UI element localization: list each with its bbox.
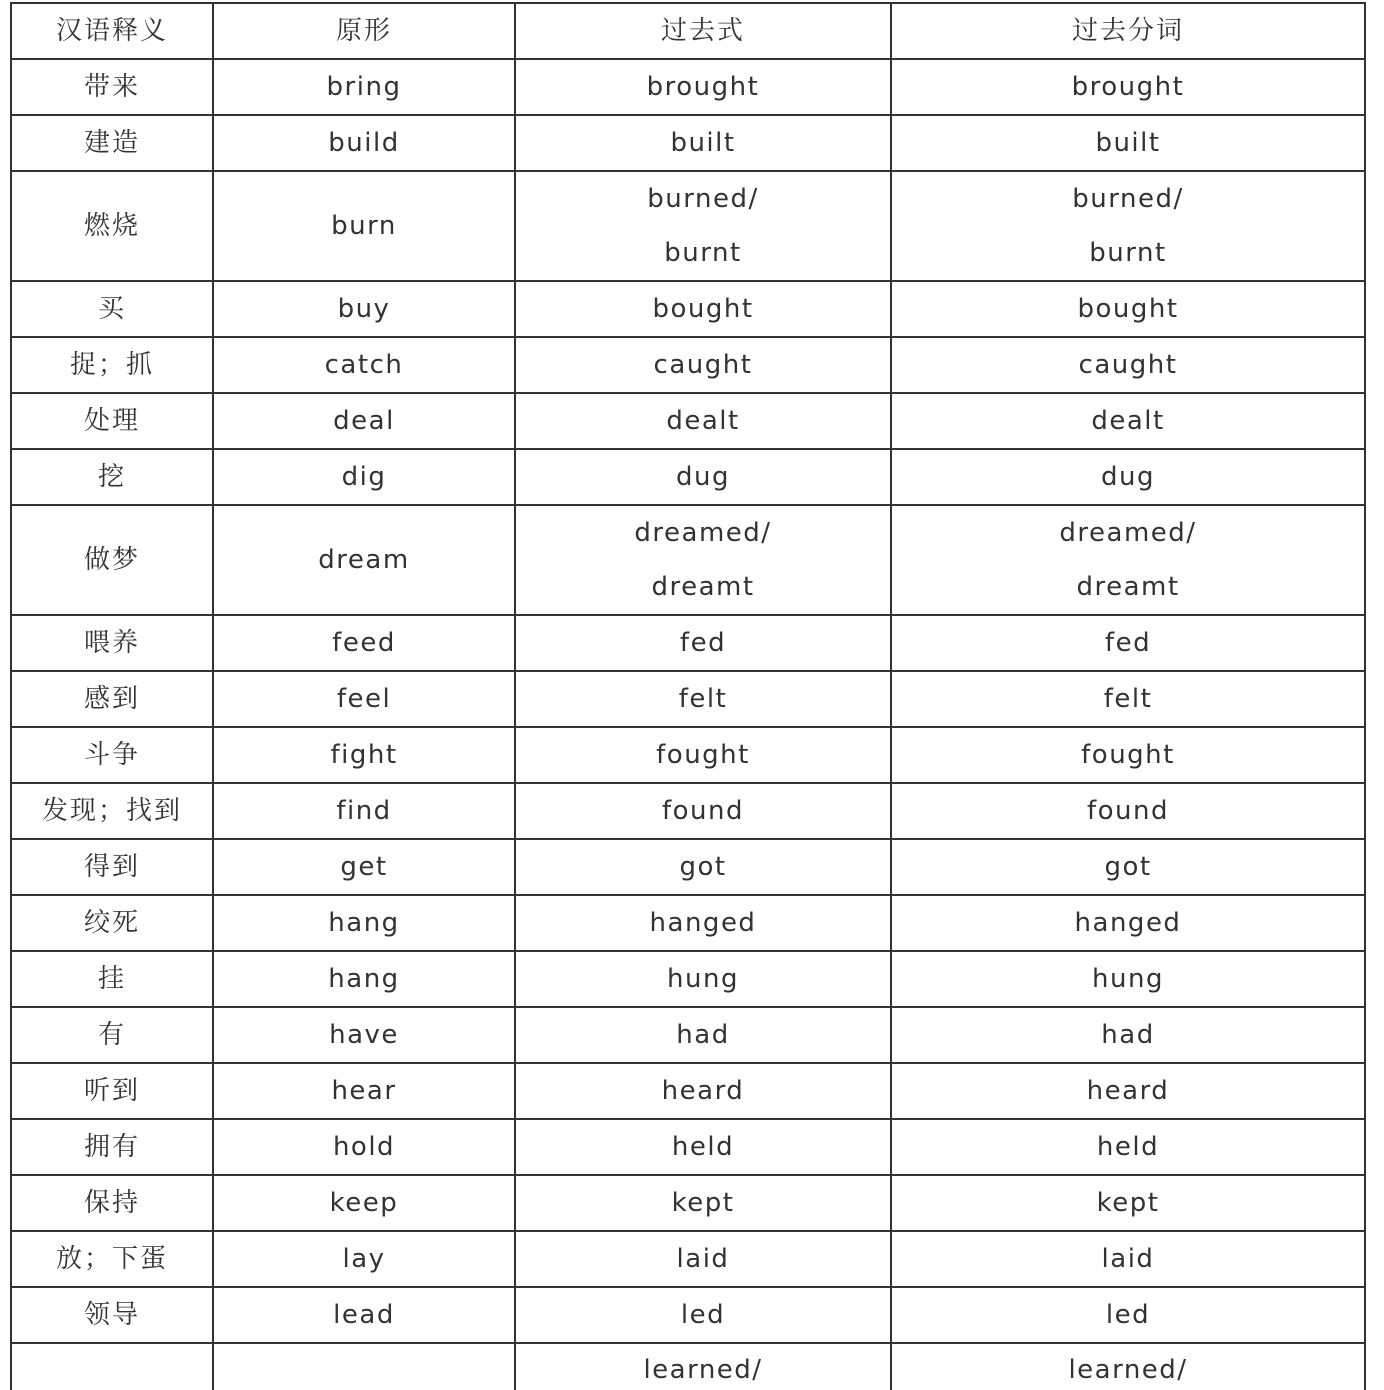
table-row xyxy=(11,951,1365,1007)
meaning-cell: 捉；抓 xyxy=(11,337,213,393)
form-line: bought xyxy=(1077,294,1179,324)
base-form-cell: build xyxy=(213,115,515,171)
past-participle-cell xyxy=(891,783,1365,839)
past-tense-cell xyxy=(515,1231,891,1287)
past-participle-cell xyxy=(891,727,1365,783)
form-line: fought xyxy=(656,740,750,770)
table-row-partial xyxy=(11,1343,1365,1390)
table-row xyxy=(11,59,1365,115)
past-participle-cell xyxy=(891,1231,1365,1287)
table-row xyxy=(11,1007,1365,1063)
past-participle-cell xyxy=(891,895,1365,951)
past-tense-cell xyxy=(515,1063,891,1119)
past-tense-cell xyxy=(515,839,891,895)
past-tense-cell xyxy=(515,671,891,727)
past-participle-cell xyxy=(891,393,1365,449)
form-line: dealt xyxy=(1091,406,1165,436)
base-form-cell: dream xyxy=(213,505,515,615)
form-line: fed xyxy=(1104,628,1152,658)
base-form-cell: keep xyxy=(213,1175,515,1231)
meaning-cell: 喂养 xyxy=(11,615,213,671)
past-participle-cell xyxy=(891,951,1365,1007)
form-line: got xyxy=(1104,852,1152,882)
meaning-cell: 买 xyxy=(11,281,213,337)
meaning-cell: 听到 xyxy=(11,1063,213,1119)
base-form-cell: bring xyxy=(213,59,515,115)
form-line: fought xyxy=(1081,740,1175,770)
form-line: caught xyxy=(653,350,753,380)
past-tense-cell xyxy=(515,505,891,615)
form-line: found xyxy=(661,796,745,826)
meaning-cell: 做梦 xyxy=(11,505,213,615)
past-tense-cell xyxy=(515,171,891,281)
table-row xyxy=(11,727,1365,783)
meaning-cell: 发现；找到 xyxy=(11,783,213,839)
table-row xyxy=(11,1119,1365,1175)
base-form-cell: hang xyxy=(213,895,515,951)
base-form-cell: lay xyxy=(213,1231,515,1287)
base-form-cell: buy xyxy=(213,281,515,337)
past-participle-cell xyxy=(891,615,1365,671)
table-row xyxy=(11,171,1365,281)
header-past-participle: 过去分词 xyxy=(891,3,1365,59)
form-line: built xyxy=(670,128,736,158)
base-form-cell: lead xyxy=(213,1287,515,1343)
header-base-form: 原形 xyxy=(213,3,515,59)
form-line: hung xyxy=(667,964,739,994)
past-participle-cell xyxy=(891,839,1365,895)
meaning-cell: 领导 xyxy=(11,1287,213,1343)
form-line: brought xyxy=(1071,72,1185,102)
past-tense-cell xyxy=(515,449,891,505)
form-line: heard xyxy=(1086,1076,1170,1106)
form-line: dreamt xyxy=(651,572,755,602)
meaning-cell: 放；下蛋 xyxy=(11,1231,213,1287)
table-row xyxy=(11,1175,1365,1231)
verb-table-body xyxy=(11,3,1365,1390)
past-participle-cell xyxy=(891,115,1365,171)
past-tense-cell xyxy=(515,59,891,115)
form-line: dreamed/ xyxy=(1059,518,1197,548)
meaning-cell: 带来 xyxy=(11,59,213,115)
form-line: brought xyxy=(646,72,760,102)
past-tense-cell xyxy=(515,895,891,951)
meaning-cell: 斗争 xyxy=(11,727,213,783)
form-line: hanged xyxy=(1074,908,1182,938)
past-participle-cell xyxy=(891,449,1365,505)
base-form-cell: dig xyxy=(213,449,515,505)
form-line: dreamed/ xyxy=(634,518,772,548)
form-line: led xyxy=(680,1300,726,1330)
table-row xyxy=(11,615,1365,671)
base-form-cell: fight xyxy=(213,727,515,783)
form-line: burnt xyxy=(1089,238,1167,268)
header-meaning: 汉语释义 xyxy=(11,3,213,59)
form-line: felt xyxy=(678,684,728,714)
form-line: kept xyxy=(1096,1188,1160,1218)
table-row xyxy=(11,1063,1365,1119)
past-tense-cell xyxy=(515,1175,891,1231)
past-tense-cell xyxy=(515,1119,891,1175)
past-tense-cell xyxy=(515,951,891,1007)
past-tense-cell xyxy=(515,783,891,839)
form-line: learned/ xyxy=(1068,1355,1188,1385)
verb-table xyxy=(10,2,1366,1390)
form-line: burned/ xyxy=(647,184,759,214)
form-line: hung xyxy=(1092,964,1164,994)
base-form-cell: have xyxy=(213,1007,515,1063)
past-participle-cell xyxy=(891,337,1365,393)
form-line: learned/ xyxy=(643,1355,763,1385)
past-participle-cell xyxy=(891,1343,1365,1390)
past-participle-cell xyxy=(891,281,1365,337)
meaning-cell: 挖 xyxy=(11,449,213,505)
past-tense-cell xyxy=(515,1287,891,1343)
meaning-cell: 燃烧 xyxy=(11,171,213,281)
header-past-tense: 过去式 xyxy=(515,3,891,59)
form-line: kept xyxy=(671,1188,735,1218)
form-line: got xyxy=(679,852,727,882)
form-line: dealt xyxy=(666,406,740,436)
form-line: laid xyxy=(676,1244,730,1274)
table-row xyxy=(11,115,1365,171)
header-row xyxy=(11,3,1365,59)
meaning-cell: 有 xyxy=(11,1007,213,1063)
past-tense-cell xyxy=(515,115,891,171)
past-tense-cell xyxy=(515,1007,891,1063)
form-line: had xyxy=(1101,1020,1155,1050)
base-form-cell: deal xyxy=(213,393,515,449)
past-participle-cell xyxy=(891,171,1365,281)
base-form-cell: feel xyxy=(213,671,515,727)
base-form-cell: get xyxy=(213,839,515,895)
form-line: dug xyxy=(1101,462,1155,492)
past-tense-cell xyxy=(515,727,891,783)
table-row xyxy=(11,1287,1365,1343)
base-form-cell: feed xyxy=(213,615,515,671)
form-line: felt xyxy=(1103,684,1153,714)
form-line: dug xyxy=(676,462,730,492)
form-line: held xyxy=(671,1132,735,1162)
table-row xyxy=(11,281,1365,337)
meaning-cell: 感到 xyxy=(11,671,213,727)
form-line: led xyxy=(1105,1300,1151,1330)
base-form-cell: hang xyxy=(213,951,515,1007)
table-row xyxy=(11,505,1365,615)
meaning-cell: 处理 xyxy=(11,393,213,449)
table-row xyxy=(11,337,1365,393)
meaning-cell: 得到 xyxy=(11,839,213,895)
past-participle-cell xyxy=(891,505,1365,615)
base-form-cell: catch xyxy=(213,337,515,393)
form-line: built xyxy=(1095,128,1161,158)
past-participle-cell xyxy=(891,1119,1365,1175)
base-form-cell: burn xyxy=(213,171,515,281)
base-form-cell: find xyxy=(213,783,515,839)
form-line: hanged xyxy=(649,908,757,938)
meaning-cell: 建造 xyxy=(11,115,213,171)
past-tense-cell xyxy=(515,337,891,393)
table-row xyxy=(11,1231,1365,1287)
past-tense-cell xyxy=(515,393,891,449)
table-row xyxy=(11,839,1365,895)
meaning-cell: 保持 xyxy=(11,1175,213,1231)
meaning-cell xyxy=(11,1343,213,1390)
form-line: found xyxy=(1086,796,1170,826)
past-participle-cell xyxy=(891,1287,1365,1343)
meaning-cell: 挂 xyxy=(11,951,213,1007)
table-row xyxy=(11,783,1365,839)
form-line: bought xyxy=(652,294,754,324)
form-line: burned/ xyxy=(1072,184,1184,214)
past-participle-cell xyxy=(891,1007,1365,1063)
form-line: fed xyxy=(679,628,727,658)
table-row xyxy=(11,449,1365,505)
meaning-cell: 拥有 xyxy=(11,1119,213,1175)
past-participle-cell xyxy=(891,1063,1365,1119)
table-row xyxy=(11,671,1365,727)
form-line: had xyxy=(676,1020,730,1050)
base-form-cell: hear xyxy=(213,1063,515,1119)
table-row xyxy=(11,895,1365,951)
past-tense-cell xyxy=(515,1343,891,1390)
past-participle-cell xyxy=(891,671,1365,727)
past-participle-cell xyxy=(891,59,1365,115)
base-form-cell: hold xyxy=(213,1119,515,1175)
base-form-cell xyxy=(213,1343,515,1390)
form-line: dreamt xyxy=(1076,572,1180,602)
form-line: laid xyxy=(1101,1244,1155,1274)
form-line: caught xyxy=(1078,350,1178,380)
past-participle-cell xyxy=(891,1175,1365,1231)
form-line: heard xyxy=(661,1076,745,1106)
form-line: held xyxy=(1096,1132,1160,1162)
table-row xyxy=(11,393,1365,449)
meaning-cell: 绞死 xyxy=(11,895,213,951)
past-tense-cell xyxy=(515,615,891,671)
past-tense-cell xyxy=(515,281,891,337)
form-line: burnt xyxy=(664,238,742,268)
